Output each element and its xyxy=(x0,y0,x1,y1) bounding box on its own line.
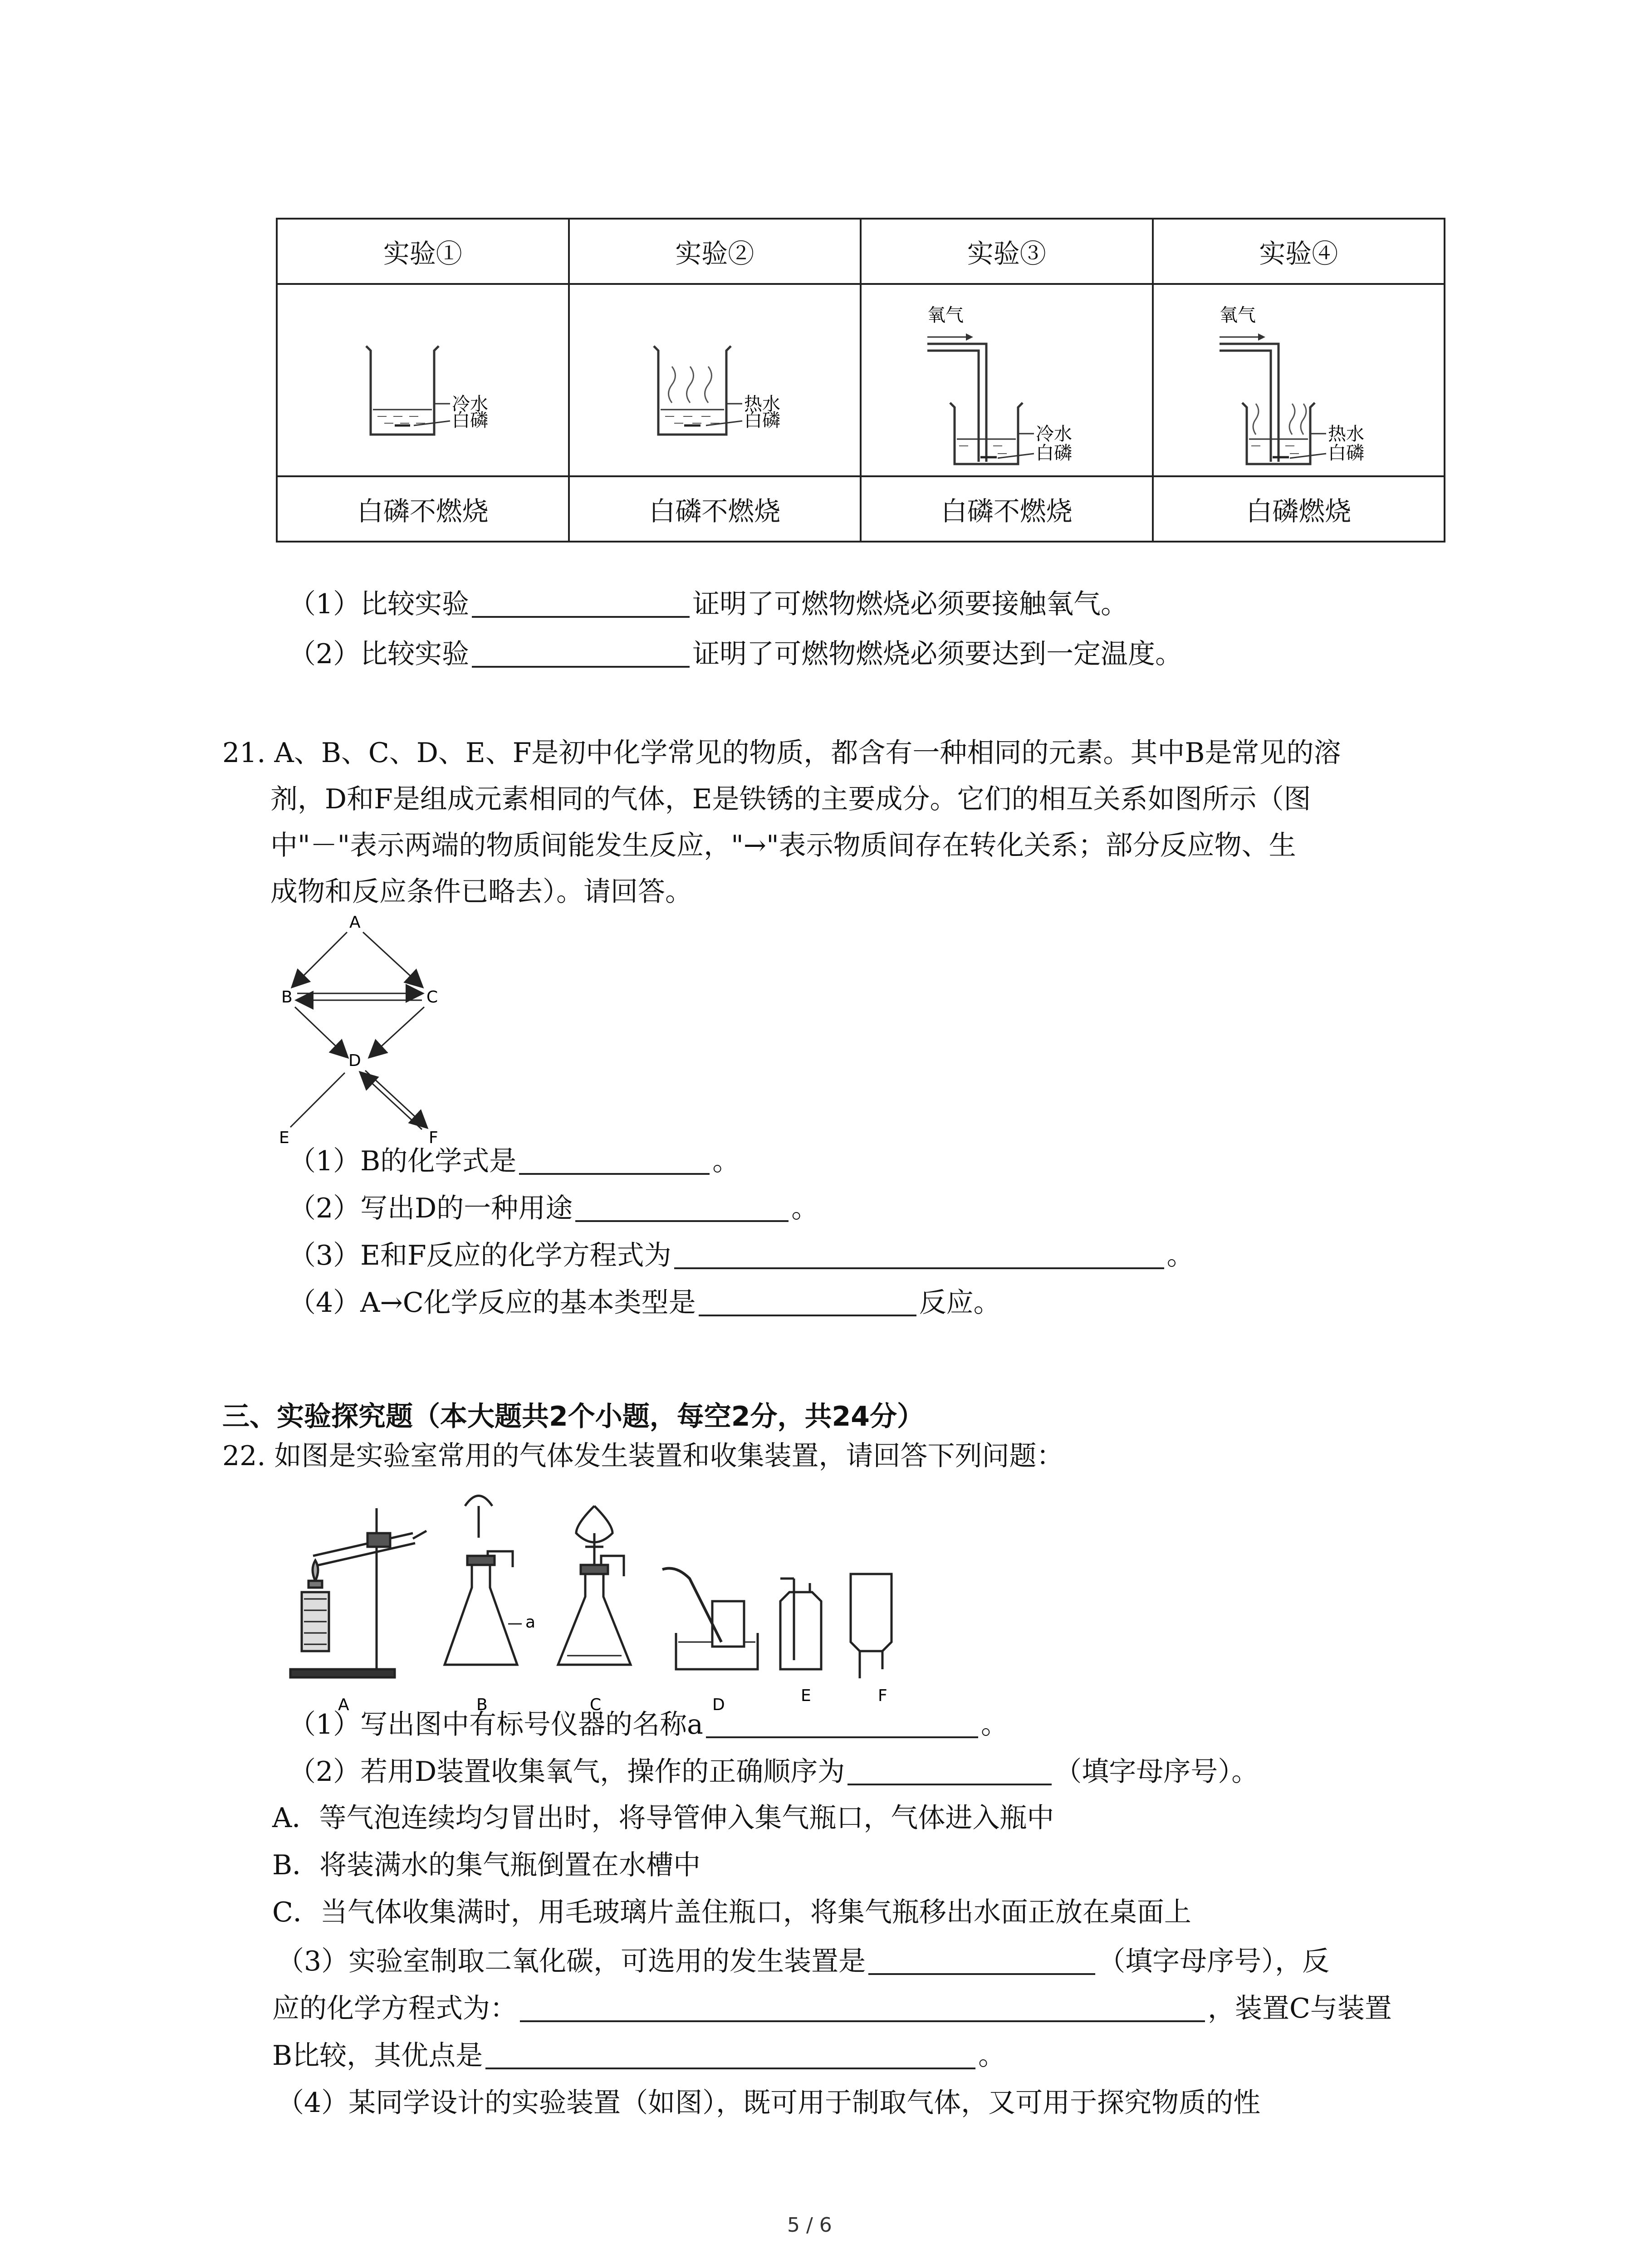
q21-line1: 21. A、B、C、D、E、F是初中化学常见的物质，都含有一种相同的元素。其中B是常见的溶 xyxy=(222,737,1341,769)
answer-blank[interactable] xyxy=(485,2041,975,2069)
node-E: E xyxy=(279,1129,289,1147)
answer-blank[interactable] xyxy=(520,1994,1205,2022)
label-hot-water-4: 热水 xyxy=(1327,424,1364,445)
q21-line4: 成物和反应条件已略去）。请回答。 xyxy=(270,876,692,908)
label-white-p-4: 白磷 xyxy=(1327,443,1364,464)
q21-part3: （3）E和F反应的化学方程式为 。 xyxy=(289,1240,1194,1271)
q22-part3-line3: B比较，其优点是 。 xyxy=(272,2040,1006,2072)
label-cold-water-3: 冷水 xyxy=(1036,424,1072,445)
apparatus-label-F: F xyxy=(878,1686,887,1705)
label-cold-water: 冷水 xyxy=(452,394,488,415)
apparatus-label-E: E xyxy=(801,1686,811,1705)
answer-blank[interactable] xyxy=(699,1288,916,1316)
answer-blank[interactable] xyxy=(519,1147,710,1175)
q22-intro: 22. 如图是实验室常用的气体发生装置和收集装置，请回答下列问题： xyxy=(222,1440,1064,1472)
label-white-p: 白磷 xyxy=(452,410,488,431)
node-A: A xyxy=(349,913,361,932)
q21-part4: （4）A→C化学反应的基本类型是 反应。 xyxy=(289,1287,1001,1319)
q22-option-C: C．当气体收集满时，用毛玻璃片盖住瓶口，将集气瓶移出水面正放在桌面上 xyxy=(272,1897,1191,1928)
answer-blank[interactable] xyxy=(706,1710,978,1738)
q20-part1: （1）比较实验 证明了可燃物燃烧必须要接触氧气。 xyxy=(289,588,1128,620)
node-D: D xyxy=(348,1051,361,1070)
header-exp1: 实验① xyxy=(277,219,569,284)
diagram-exp2 xyxy=(569,284,861,476)
q22-option-A: A．等气泡连续均匀冒出时，将导管伸入集气瓶口，气体进入瓶中 xyxy=(272,1802,1054,1834)
apparatus-label-C: C xyxy=(590,1696,602,1714)
q22-part3-line2: 应的化学方程式为： ，装置C与装置 xyxy=(272,1993,1392,2024)
label-white-p-3: 白磷 xyxy=(1036,443,1072,464)
diagram-exp3 xyxy=(861,284,1153,476)
header-exp4: 实验④ xyxy=(1153,219,1445,284)
apparatus-label-B: B xyxy=(476,1696,488,1714)
header-exp3: 实验③ xyxy=(861,219,1153,284)
diagram-exp1 xyxy=(277,284,569,476)
label-white-p-2: 白磷 xyxy=(744,410,780,431)
answer-blank[interactable] xyxy=(472,590,690,618)
relationship-diagram xyxy=(272,912,463,1148)
answer-blank[interactable] xyxy=(674,1241,1164,1269)
answer-blank[interactable] xyxy=(868,1947,1095,1975)
node-F: F xyxy=(429,1129,438,1147)
result-exp4: 白磷燃烧 xyxy=(1153,476,1445,542)
experiment-table xyxy=(276,218,1445,535)
section-heading: 三、实验探究题（本大题共2个小题，每空2分，共24分） xyxy=(222,1401,924,1432)
node-C: C xyxy=(426,988,438,1007)
q21-part2: （2）写出D的一种用途 。 xyxy=(289,1193,819,1224)
q22-option-B: B．将装满水的集气瓶倒置在水槽中 xyxy=(272,1849,701,1881)
apparatus-mark-a: a xyxy=(525,1613,536,1632)
result-exp1: 白磷不燃烧 xyxy=(277,476,569,542)
node-B: B xyxy=(281,988,293,1007)
q21-part1: （1）B的化学式是 。 xyxy=(289,1145,740,1177)
q21-line3: 中"－"表示两端的物质间能发生反应，"→"表示物质间存在转化关系；部分反应物、生 xyxy=(270,830,1296,861)
label-oxygen-4: 氧气 xyxy=(1219,305,1256,326)
label-hot-water: 热水 xyxy=(744,394,780,415)
header-exp2: 实验② xyxy=(569,219,861,284)
apparatus-label-A: A xyxy=(338,1696,349,1714)
label-oxygen: 氧气 xyxy=(927,305,964,326)
answer-blank[interactable] xyxy=(472,640,690,668)
q22-part1: （1）写出图中有标号仪器的名称a 。 xyxy=(289,1709,1008,1740)
apparatus-label-D: D xyxy=(712,1696,725,1714)
q22-part4: （4）某同学设计的实验装置（如图），既可用于制取气体，又可用于探究物质的性 xyxy=(277,2087,1261,2119)
q20-part2: （2）比较实验 证明了可燃物燃烧必须要达到一定温度。 xyxy=(289,638,1183,670)
apparatus-figure xyxy=(277,1488,1012,1715)
answer-blank[interactable] xyxy=(847,1757,1052,1785)
q22-part3-line1: （3）实验室制取二氧化碳，可选用的发生装置是 （填字母序号），反 xyxy=(277,1945,1330,1977)
answer-blank[interactable] xyxy=(575,1194,789,1222)
page-number: 5 / 6 xyxy=(787,2214,832,2237)
result-exp2: 白磷不燃烧 xyxy=(569,476,861,542)
diagram-exp4 xyxy=(1153,284,1445,476)
q22-part2: （2）若用D装置收集氧气，操作的正确顺序为 （填字母序号）。 xyxy=(289,1756,1259,1788)
q21-line2: 剂，D和F是组成元素相同的气体，E是铁锈的主要成分。它们的相互关系如图所示（图 xyxy=(270,783,1311,815)
result-exp3: 白磷不燃烧 xyxy=(861,476,1153,542)
